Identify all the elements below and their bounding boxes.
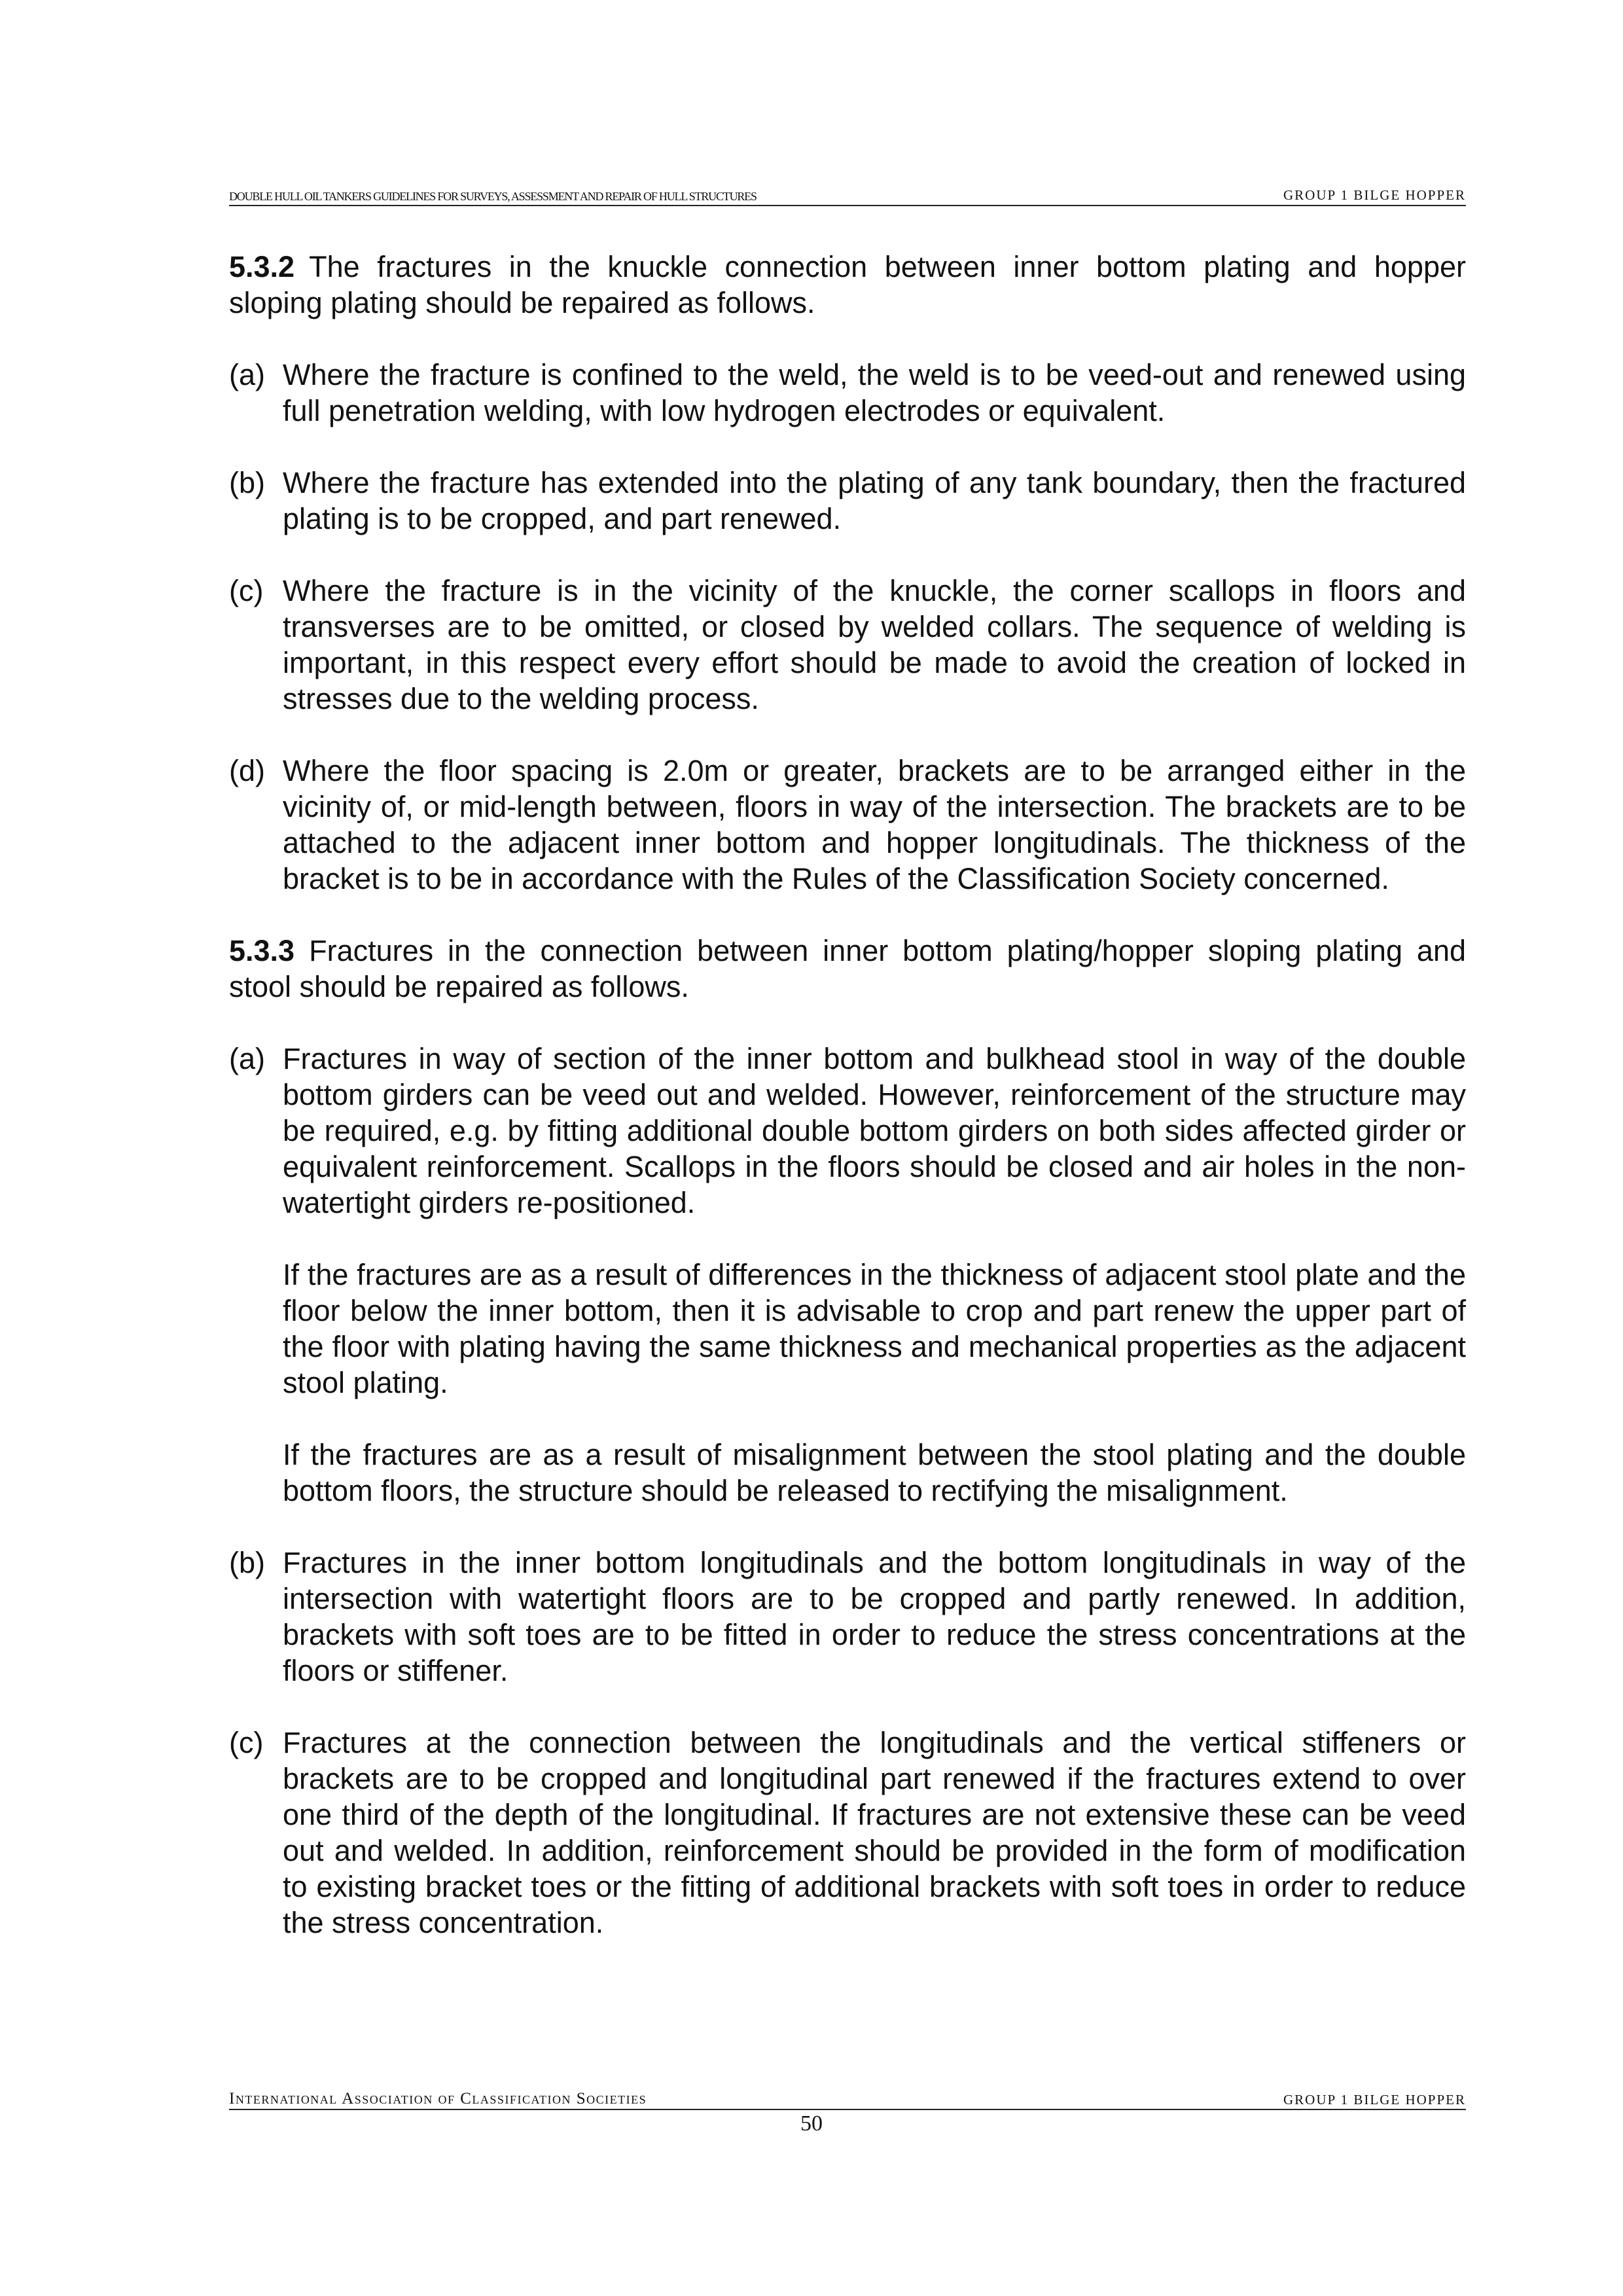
header-section-title: GROUP 1 BILGE HOPPER xyxy=(1283,187,1466,203)
list-item-text: Where the floor spacing is 2.0m or greater, brackets are to be arranged either in the vicinity of, or mid-length between, floors in way of the intersection. The brackets are to be attached to the adjacent inner bottom and hopper longitudinals. The thickness of the bracket is to be in accordance with the Rules of the Classification Society concerned. xyxy=(283,754,1466,895)
list-item-text: Fractures in way of section of the inner bottom and bulkhead stool in way of the double bottom girders can be veed out and welded. However, reinforcement of the structure may be required, e.g. by fitting additional double bottom girders on both sides affected girder or equivalent reinforcement. Scallops in the floors should be closed and air holes in the non-watertight girders re-positioned. xyxy=(283,1042,1466,1219)
list-item-label: (a) xyxy=(229,358,265,391)
list-item-text: If the fractures are as a result of misalignment between the stool plating and the double bottom floors, the structure should be released to rectifying the misalignment. xyxy=(283,1438,1466,1507)
section-intro-text: The fractures in the knuckle connection between inner bottom plating and hopper sloping plating should be repaired as follows. xyxy=(229,250,1466,319)
list-item-label: (a) xyxy=(229,1042,265,1075)
footer-section-title: GROUP 1 BILGE HOPPER xyxy=(1283,2092,1466,2108)
list-item-label: (b) xyxy=(229,466,265,499)
list-item-label: (b) xyxy=(229,1546,265,1579)
header-document-title: DOUBLE HULL OIL TANKERS GUIDELINES FOR SURVEYS, ASSESSMENT AND REPAIR OF HULL STRUCTURES xyxy=(229,190,757,203)
section-number: 5.3.2 xyxy=(229,250,295,283)
list-item-label: (c) xyxy=(229,574,264,607)
page-number: 50 xyxy=(800,2111,823,2136)
list-item xyxy=(229,1545,1466,1689)
section-number: 5.3.3 xyxy=(229,934,295,967)
page-footer xyxy=(229,2089,1466,2110)
list-item-label: (c) xyxy=(229,1726,264,1759)
list-item xyxy=(229,357,1466,429)
section-intro-text: Fractures in the connection between inner bottom plating/hopper sloping plating and stool should be repaired as follows. xyxy=(229,934,1466,1003)
section-5-3-2-intro xyxy=(229,249,1466,321)
list-item-text: Where the fracture is confined to the weld, the weld is to be veed-out and renewed using full penetration welding, with low hydrogen electrodes or equivalent. xyxy=(283,358,1466,427)
list-item-label: (d) xyxy=(229,754,265,787)
page-header xyxy=(229,185,1466,206)
list-item-text: If the fractures are as a result of differences in the thickness of adjacent stool plate and the floor below the inner bottom, then it is advisable to crop and part renew the upper part of the floor with plating having the same thickness and mechanical properties as the adjacent stool plating. xyxy=(283,1258,1466,1399)
list-item xyxy=(229,1041,1466,1509)
footer-organization: International Association of Classification Societies xyxy=(229,2090,647,2108)
section-5-3-3-intro xyxy=(229,933,1466,1005)
list-item xyxy=(229,1725,1466,1941)
page-body xyxy=(229,249,1466,1977)
list-item-text: Where the fracture has extended into the plating of any tank boundary, then the fractured plating is to be cropped, and part renewed. xyxy=(283,466,1466,535)
list-item xyxy=(229,753,1466,897)
list-item-text: Fractures in the inner bottom longitudinals and the bottom longitudinals in way of the intersection with watertight floors are to be cropped and partly renewed. In addition, brackets with soft toes are to be fitted in order to reduce the stress concentrations at the floors or stiffener. xyxy=(283,1546,1466,1687)
list-item xyxy=(229,465,1466,537)
list-item-text: Where the fracture is in the vicinity of the knuckle, the corner scallops in floors and transverses are to be omitted, or closed by welded collars. The sequence of welding is important, in this respect every effort should be made to avoid the creation of locked in stresses due to the welding process. xyxy=(283,574,1466,715)
list-item xyxy=(229,573,1466,717)
list-item-text: Fractures at the connection between the longitudinals and the vertical stiffeners or brackets are to be cropped and longitudinal part renewed if the fractures extend to over one third of the depth of the longitudinal. If fractures are not extensive these can be veed out and welded. In addition, reinforcement should be provided in the form of modification to existing bracket toes or the fitting of additional brackets with soft toes in order to reduce the stress concentration. xyxy=(283,1726,1466,1939)
